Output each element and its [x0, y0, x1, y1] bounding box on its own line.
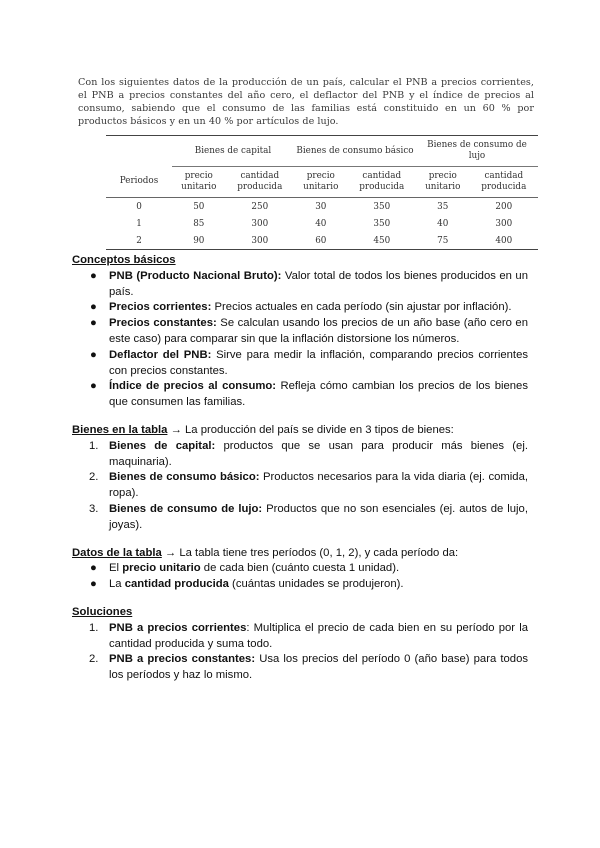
section-intro: → La tabla tiene tres períodos (0, 1, 2), y cada período da:	[161, 546, 459, 559]
group-header: Bienes de consumo básico	[294, 136, 416, 167]
term: PNB a precios corrientes	[109, 621, 247, 634]
table-row	[106, 215, 538, 232]
section-heading: Soluciones	[72, 605, 133, 618]
term: Deflactor del PNB:	[109, 348, 212, 361]
table-cell: 450	[348, 232, 416, 250]
table-cell: 1	[136, 218, 142, 229]
definition: (cuántas unidades se produjeron).	[228, 578, 404, 591]
item-number: 2.	[89, 471, 99, 484]
table-cell: 250	[251, 201, 269, 212]
definition: de cada bien (cuánto cuesta 1 unidad).	[200, 562, 400, 575]
bullet-icon: ●	[90, 317, 97, 330]
term: precio unitario	[122, 562, 201, 575]
term: PNB (Producto Nacional Bruto):	[109, 269, 282, 282]
table-cell: 350	[373, 218, 391, 229]
sub-header: cantidad producida	[348, 167, 416, 198]
list-item	[72, 561, 528, 577]
table-cell: 2	[106, 232, 172, 250]
term: cantidad producida	[124, 578, 229, 591]
table-row	[106, 198, 538, 216]
group-header: Bienes de capital	[172, 136, 294, 167]
term: Bienes de consumo básico:	[109, 471, 260, 484]
table-cell: 85	[193, 218, 205, 229]
table-cell: 300	[495, 218, 513, 229]
bullet-icon: ●	[90, 562, 97, 575]
section-bienes	[72, 423, 528, 534]
definition: Valor total de todos los bienes producidos en un país.	[109, 269, 528, 298]
list-item	[72, 621, 528, 653]
definition: Productos necesarios para la vida diaria (ej. comida, ropa).	[109, 471, 528, 500]
table-cell: 40	[437, 218, 449, 229]
table-cell: 0	[136, 201, 142, 212]
term: Bienes de consumo de lujo:	[109, 502, 263, 515]
list-item	[72, 348, 528, 380]
table-cell: 200	[495, 201, 513, 212]
item-number: 2.	[89, 653, 99, 666]
section-heading: Datos de la tabla	[72, 546, 162, 559]
definition: productos que se usan para producir más bienes (ej. maquinaria).	[109, 439, 528, 468]
list-item	[72, 379, 528, 411]
sub-header: precio unitario	[294, 167, 348, 198]
list-item	[72, 652, 528, 684]
definition: Precios actuales en cada período (sin ajustar por inflación).	[211, 301, 512, 314]
problem-intro: Con los siguientes datos de la producción de un país, calcular el PNB a precios corrientes, el PNB a precios constantes del año cero, el deflactor del PNB y el índice de precios al consumo, sabiendo que el consumo de las familias está constituido en un 60 % por productos básicos y en un 40 % por artículos de lujo.	[78, 77, 534, 127]
table-cell: 35	[437, 201, 449, 212]
study-notes	[72, 253, 528, 696]
table-cell: 300	[226, 232, 294, 250]
section-conceptos	[72, 253, 528, 411]
section-heading: Bienes en la tabla	[72, 423, 168, 436]
section-intro: → La producción del país se divide en 3 tipos de bienes:	[167, 423, 454, 436]
table-cell: 300	[251, 218, 269, 229]
section-datos	[72, 546, 528, 593]
term: PNB a precios constantes:	[109, 653, 256, 666]
term: Precios corrientes:	[109, 301, 212, 314]
section-soluciones	[72, 605, 528, 684]
definition: Sirve para medir la inflación, comparando precios corrientes con precios constantes.	[109, 348, 529, 377]
group-header: Bienes de consumo de lujo	[416, 136, 538, 167]
bullet-icon: ●	[90, 380, 97, 393]
item-number: 1.	[89, 621, 99, 634]
table-cell: 30	[315, 201, 327, 212]
definition: Usa los precios del período 0 (año base) para todos los períodos y haz lo mismo.	[109, 653, 528, 682]
sub-header: cantidad producida	[226, 167, 294, 198]
definition: Refleja cómo cambian los precios de los bienes que consumen las familias.	[109, 380, 528, 409]
table-cell: 60	[294, 232, 348, 250]
table-cell: 350	[373, 201, 391, 212]
sub-header: precio unitario	[172, 167, 226, 198]
table-row	[106, 232, 538, 250]
definition: Productos que no son esenciales (ej. autos de lujo, joyas).	[109, 502, 528, 531]
list-item	[72, 470, 528, 502]
table-cell: 50	[193, 201, 205, 212]
item-prefix: El	[109, 562, 123, 575]
bullet-icon: ●	[90, 269, 97, 282]
item-number: 1.	[89, 439, 99, 452]
list-item	[72, 502, 528, 534]
production-data-table	[106, 135, 538, 250]
bullet-icon: ●	[90, 348, 97, 361]
list-item	[72, 316, 528, 348]
table-cell: 90	[172, 232, 226, 250]
table-cell: 400	[470, 232, 538, 250]
list-item	[72, 269, 528, 301]
definition: : Multiplica el precio de cada bien en su período por la cantidad producida y suma todo.	[109, 621, 528, 650]
bullet-icon: ●	[90, 578, 97, 591]
term: Índice de precios al consumo:	[109, 380, 277, 393]
sub-header: precio unitario	[416, 167, 470, 198]
table-cell: 40	[315, 218, 327, 229]
list-item	[72, 439, 528, 471]
term: Bienes de capital:	[109, 439, 216, 452]
table-group-header-row	[106, 136, 538, 167]
definition: Se calculan usando los precios de un año base (año cero en este caso) para comparar sin que la inflación distorsione los números.	[109, 317, 529, 345]
period-header: Periodos	[106, 167, 172, 198]
table-sub-header-row	[106, 167, 538, 198]
problem-statement-image	[78, 76, 534, 250]
item-number: 3.	[89, 502, 99, 515]
table-cell: 75	[416, 232, 470, 250]
item-prefix: La	[109, 578, 125, 591]
section-heading: Conceptos básicos	[72, 254, 176, 266]
term: Precios constantes:	[109, 317, 217, 330]
list-item	[72, 300, 528, 316]
list-item	[72, 577, 528, 593]
sub-header: cantidad producida	[470, 167, 538, 198]
bullet-icon: ●	[90, 301, 97, 314]
